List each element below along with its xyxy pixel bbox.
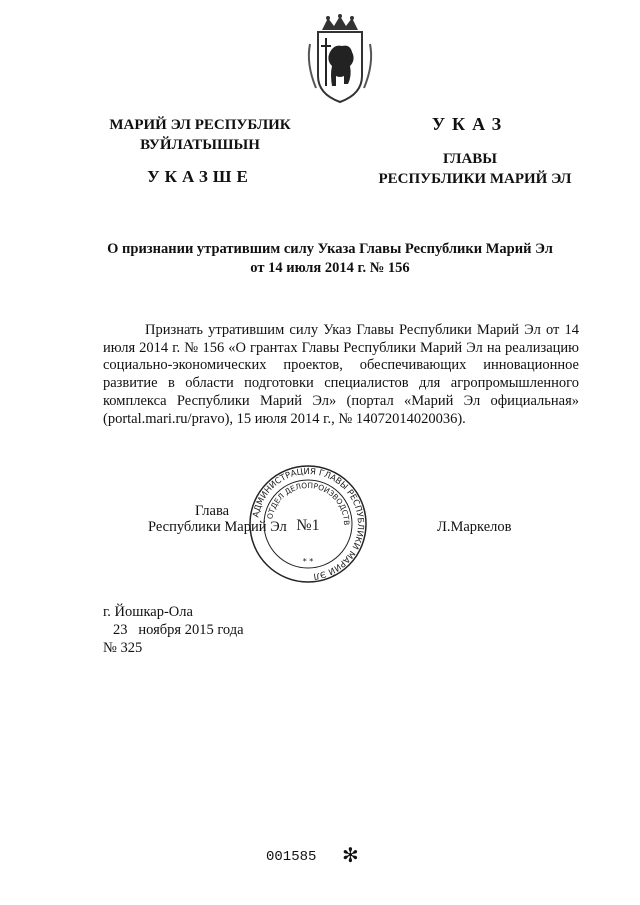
header-left-line1: МАРИЙ ЭЛ РЕСПУБЛИК	[109, 117, 291, 133]
document-date: 23 ноября 2015 года	[113, 622, 244, 638]
signature-name: Л.Маркелов	[437, 519, 512, 535]
serial-number: 001585	[266, 849, 317, 865]
document-place: г. Йошкар-Ола	[103, 604, 193, 620]
official-stamp	[248, 464, 368, 584]
header-left-line3: УКАЗШЕ	[147, 167, 253, 186]
header-left-line2: ВУЙЛАТЫШЫН	[140, 137, 260, 153]
signature-title-line1: Глава	[195, 503, 230, 519]
header-right-line3: РЕСПУБЛИКИ МАРИЙ ЭЛ	[378, 171, 572, 187]
mari-el-coat-of-arms-icon	[300, 14, 380, 106]
round-seal-icon	[248, 464, 368, 584]
document-title-line2: от 14 июля 2014 г. № 156	[250, 260, 410, 276]
stamp-stars: * *	[302, 557, 314, 566]
document-title-line1: О признании утратившим силу Указа Главы Республики Марий Эл	[107, 241, 553, 257]
stamp-outer-text: АДМИНИСТРАЦИЯ ГЛАВЫ РЕСПУБЛИКИ МАРИЙ ЭЛ	[251, 466, 366, 581]
serial-star-icon: ✻	[342, 843, 359, 867]
stamp-inner-text: ОТДЕЛ ДЕЛОПРОИЗВОДСТВ	[265, 480, 352, 526]
stamp-center: №1	[296, 517, 320, 534]
header-right-line1: УКАЗ	[431, 114, 509, 134]
document-body	[103, 322, 579, 428]
document-number: № 325	[103, 640, 143, 656]
header-right-line2: ГЛАВЫ	[442, 151, 498, 167]
signature-title-line2: Республики Марий Эл	[148, 519, 287, 535]
body-paragraph: Признать утратившим силу Указ Главы Республики Марий Эл от 14 июля 2014 г. № 156 «О грантах Главы Республики Марий Эл на реализацию социально-экономических проектов, обеспечивающих инновационное развитие в области подготовки специалистов для агропромышленного комплекса Республики Марий Эл» (портал «Марий Эл официальная» (portal.mari.ru/pravo), 15 июля 2014 г., № 14072014020036).	[103, 322, 579, 427]
coat-of-arms-emblem	[300, 14, 380, 106]
